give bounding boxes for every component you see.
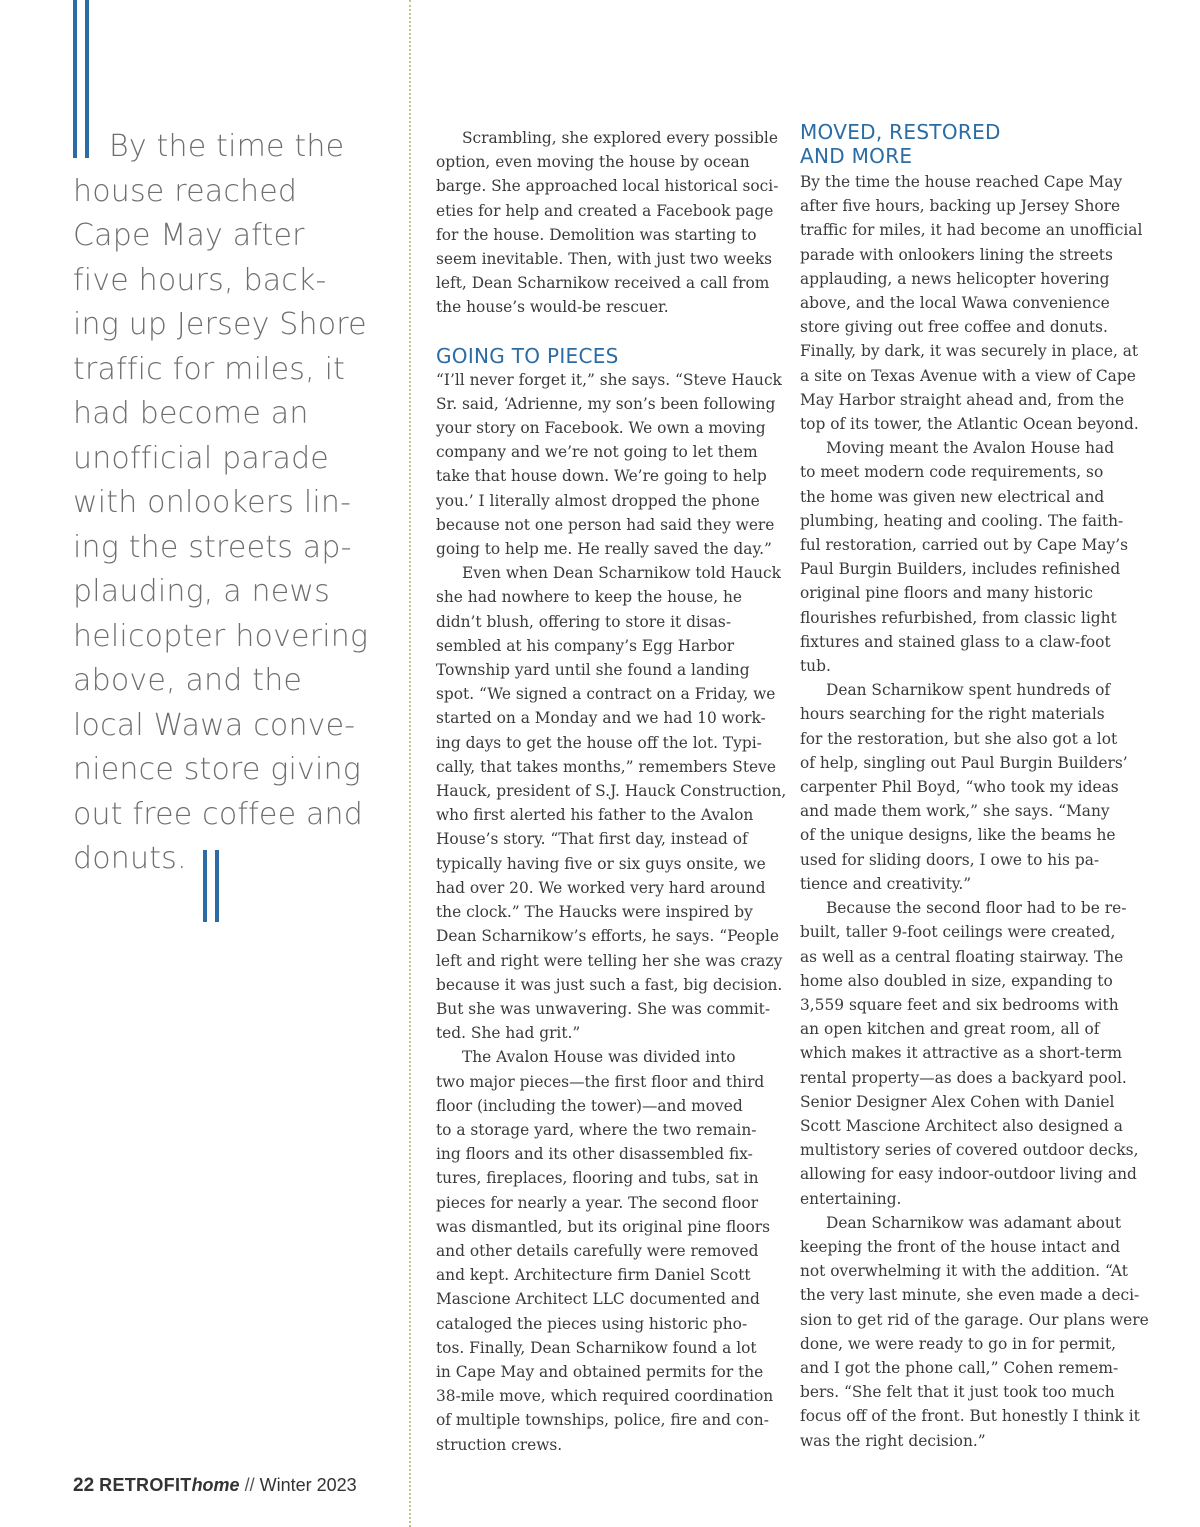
magazine-name: RETROFIT [99, 1475, 192, 1495]
text-line: was the right decision.” [800, 1431, 986, 1450]
text-line: started on a Monday and we had 10 work- [436, 709, 766, 728]
text-line: because not one person had said they were [436, 515, 775, 534]
text-line: left and right were telling her she was crazy [436, 951, 783, 970]
section-heading-going-to-pieces: GOING TO PIECES [436, 343, 619, 368]
text-line: and made them work,” she says. “Many [800, 802, 1110, 821]
text-line: tub. [800, 657, 831, 676]
text-line: struction crews. [436, 1435, 563, 1454]
pull-quote-line: By the time the [109, 129, 345, 164]
text-line: take that house down. We’re going to help [436, 467, 767, 486]
text-line: the home was given new electrical and [800, 487, 1105, 506]
text-line: tience and creativity.” [800, 874, 972, 893]
text-line: Dean Scharnikow was adamant about [826, 1213, 1122, 1232]
text-line: By the time the house reached Cape May [800, 173, 1123, 191]
text-line: built, taller 9-foot ceilings were created, [800, 923, 1116, 942]
text-line: company and we’re not going to let them [436, 443, 758, 462]
text-line: home also doubled in size, expanding to [800, 971, 1113, 990]
text-line: focus off of the front. But honestly I think it [800, 1407, 1140, 1426]
text-line: she had nowhere to keep the house, he [436, 588, 743, 607]
text-line: traffic for miles, it had become an unofficial [800, 221, 1143, 240]
article-column-2 [436, 126, 787, 1457]
text-line: tos. Finally, Dean Scharnikow found a lot [436, 1338, 757, 1357]
page-footer [73, 1475, 357, 1497]
paragraph [436, 1045, 774, 1456]
text-line: had over 20. We worked very hard around [436, 878, 766, 897]
text-line: Senior Designer Alex Cohen with Daniel [800, 1092, 1115, 1111]
pull-quote-line: nience store giving [73, 752, 361, 787]
text-line: “I’ll never forget it,” she says. “Steve Hauck [436, 370, 782, 389]
article-column-3 [800, 120, 1149, 1453]
text-line: was dismantled, but its original pine floors [436, 1217, 771, 1236]
paragraph [800, 436, 1130, 678]
text-line: Scrambling, she explored every possible [462, 129, 778, 147]
pull-quote-line: unofficial parade [73, 440, 329, 476]
text-line: didn’t blush, offering to store it disas- [436, 612, 732, 631]
text-line: spot. “We signed a contract on a Friday, we [436, 685, 776, 704]
text-line: used for sliding doors, I owe to his pa- [800, 850, 1100, 869]
text-line: bers. “She felt that it just took too much [800, 1383, 1115, 1402]
text-line: the very last minute, she even made a deci- [800, 1286, 1140, 1305]
column-divider [409, 0, 411, 1527]
text-line: flourishes refurbished, from classic light [800, 608, 1117, 627]
text-line: ted. She had grit.” [436, 1024, 581, 1043]
pull-quote-line: had become an [73, 396, 309, 431]
paragraph [800, 1211, 1149, 1453]
text-line: Scott Mascione Architect also designed a [800, 1116, 1123, 1135]
text-line: Hauck, president of S.J. Hauck Construction, [436, 782, 787, 801]
paragraph [800, 170, 1143, 436]
text-line: eties for help and created a Facebook page [436, 201, 774, 220]
page-number: 22 [73, 1475, 95, 1496]
text-line: typically having five or six guys onsite, we [436, 854, 766, 873]
text-line: an open kitchen and great room, all of [800, 1020, 1100, 1039]
text-line: to a storage yard, where the two remain- [436, 1120, 757, 1139]
pull-quote-line: Cape May after [73, 218, 305, 253]
text-line: But she was unwavering. She was commit- [436, 999, 771, 1018]
text-line: and kept. Architecture firm Daniel Scott [436, 1266, 751, 1285]
text-line: above, and the local Wawa convenience [800, 294, 1110, 313]
text-line: May Harbor straight ahead and, from the [800, 390, 1125, 409]
text-line: barge. She approached local historical soci- [436, 177, 779, 196]
text-line: of the unique designs, like the beams he [800, 826, 1116, 845]
text-line: Mascione Architect LLC documented and [436, 1290, 760, 1309]
text-line: store giving out free coffee and donuts. [800, 318, 1108, 337]
text-line: Sr. said, ‘Adrienne, my son’s been following [436, 394, 776, 413]
text-line: original pine floors and many historic [800, 584, 1094, 603]
text-line: entertaining. [800, 1189, 902, 1208]
heading-line: MOVED, RESTORED [800, 120, 1001, 144]
pull-quote-line: above, and the [73, 663, 303, 698]
text-line: the clock.” The Haucks were inspired by [436, 903, 753, 922]
text-line: tures, fireplaces, flooring and tubs, sat in [436, 1169, 759, 1188]
text-line: the house’s would-be rescuer. [436, 298, 669, 317]
text-line: seem inevitable. Then, with just two weeks [436, 250, 773, 269]
text-line: Because the second floor had to be re- [826, 899, 1127, 918]
text-line: rental property—as does a backyard pool. [800, 1068, 1127, 1087]
text-line: left, Dean Scharnikow received a call from [436, 274, 770, 293]
pull-quote-line: traffic for miles, it [73, 351, 346, 387]
text-line: Even when Dean Scharnikow told Hauck [462, 564, 781, 583]
pull-quote-line: plauding, a news [73, 574, 330, 609]
pull-quote-line: donuts. [73, 841, 187, 876]
pull-quote-line: with onlookers lin- [73, 485, 352, 520]
pull-quote [73, 125, 373, 882]
text-line: 3,559 square feet and six bedrooms with [800, 995, 1119, 1014]
issue-date: Winter 2023 [259, 1475, 357, 1495]
text-line: plumbing, heating and cooling. The faith- [800, 511, 1124, 530]
text-line: option, even moving the house by ocean [436, 153, 750, 172]
text-line: done, we were ready to go in for permit, [800, 1334, 1117, 1353]
paragraph [436, 126, 779, 320]
text-line: which makes it attractive as a short-term [800, 1044, 1123, 1063]
paragraph [800, 678, 1130, 896]
text-line: for the house. Demolition was starting to [436, 225, 757, 244]
magazine-name-suffix: home [191, 1475, 240, 1495]
text-line: sembled at his company’s Egg Harbor [436, 636, 735, 655]
footer-separator: // [244, 1475, 255, 1495]
text-line: for the restoration, but she also got a lot [800, 729, 1118, 748]
text-line: Township yard until she found a landing [436, 661, 750, 680]
text-line: who first alerted his father to the Avalon [436, 806, 754, 825]
pull-quote-line: out free coffee and [73, 796, 364, 832]
text-line: your story on Facebook. We own a moving [436, 419, 766, 438]
text-line: a site on Texas Avenue with a view of Cape [800, 366, 1136, 385]
text-line: going to help me. He really saved the day.” [436, 540, 772, 559]
pull-quote-line: house reached [73, 173, 298, 209]
text-line: multistory series of covered outdoor decks, [800, 1141, 1139, 1160]
text-line: in Cape May and obtained permits for the [436, 1362, 764, 1381]
text-line: of multiple townships, police, fire and con- [436, 1411, 769, 1430]
paragraph [436, 368, 782, 562]
text-line: 38-mile move, which required coordination [436, 1387, 774, 1406]
text-line: to meet modern code requirements, so [800, 463, 1104, 482]
text-line: fixtures and stained glass to a claw-foot [800, 632, 1111, 651]
paragraph [800, 896, 1139, 1211]
text-line: ing floors and its other disassembled fix- [436, 1145, 753, 1164]
text-line: and I got the phone call,” Cohen remem- [800, 1358, 1119, 1377]
section-heading-moved-restored [800, 120, 1130, 168]
text-line: cally, that takes months,” remembers Steve [436, 757, 776, 776]
text-line: Paul Burgin Builders, includes refinished [800, 560, 1121, 579]
text-line: allowing for easy indoor-outdoor living and [800, 1165, 1137, 1184]
text-line: Moving meant the Avalon House had [826, 439, 1115, 458]
text-line: The Avalon House was divided into [462, 1048, 736, 1067]
text-line: parade with onlookers lining the streets [800, 245, 1113, 264]
text-line: and other details carefully were removed [436, 1241, 759, 1260]
text-line: floor (including the tower)—and moved [436, 1096, 743, 1115]
text-line: not overwhelming it with the addition. “At [800, 1262, 1128, 1281]
text-line: cataloged the pieces using historic pho- [436, 1314, 748, 1333]
text-line: top of its tower, the Atlantic Ocean beyond. [800, 415, 1139, 434]
text-line: as well as a central floating stairway. The [800, 947, 1124, 966]
pull-quote-line: five hours, back- [73, 262, 327, 298]
text-line: pieces for nearly a year. The second floor [436, 1193, 759, 1212]
heading-line: AND MORE [800, 144, 913, 168]
text-line: ful restoration, carried out by Cape May’s [800, 536, 1129, 555]
pull-quote-line: local Wawa conve- [73, 707, 356, 743]
pull-quote-line: helicopter hovering [73, 618, 369, 654]
paragraph [436, 561, 787, 1045]
text-line: House’s story. “That first day, instead of [436, 830, 748, 849]
pull-quote-close-mark [203, 850, 223, 922]
text-line: sion to get rid of the garage. Our plans were [800, 1310, 1149, 1329]
pull-quote-line: ing up Jersey Shore [73, 307, 367, 342]
text-line: after five hours, backing up Jersey Shore [800, 197, 1121, 216]
text-line: carpenter Phil Boyd, “who took my ideas [800, 778, 1119, 797]
text-line: you.’ I literally almost dropped the phone [436, 491, 760, 510]
text-line: Dean Scharnikow’s efforts, he says. “People [436, 927, 780, 946]
text-line: two major pieces—the first floor and third [436, 1072, 765, 1091]
text-line: applauding, a news helicopter hovering [800, 269, 1110, 288]
text-line: hours searching for the right materials [800, 705, 1105, 724]
text-line: because it was just such a fast, big decision. [436, 975, 783, 994]
text-line: of help, singling out Paul Burgin Builders’ [800, 753, 1128, 772]
text-line: keeping the front of the house intact and [800, 1237, 1121, 1256]
pull-quote-line: ing the streets ap- [73, 529, 352, 565]
text-line: Finally, by dark, it was securely in place, at [800, 342, 1139, 361]
text-line: ing days to get the house off the lot. Typi- [436, 733, 762, 752]
text-line: Dean Scharnikow spent hundreds of [826, 681, 1111, 700]
